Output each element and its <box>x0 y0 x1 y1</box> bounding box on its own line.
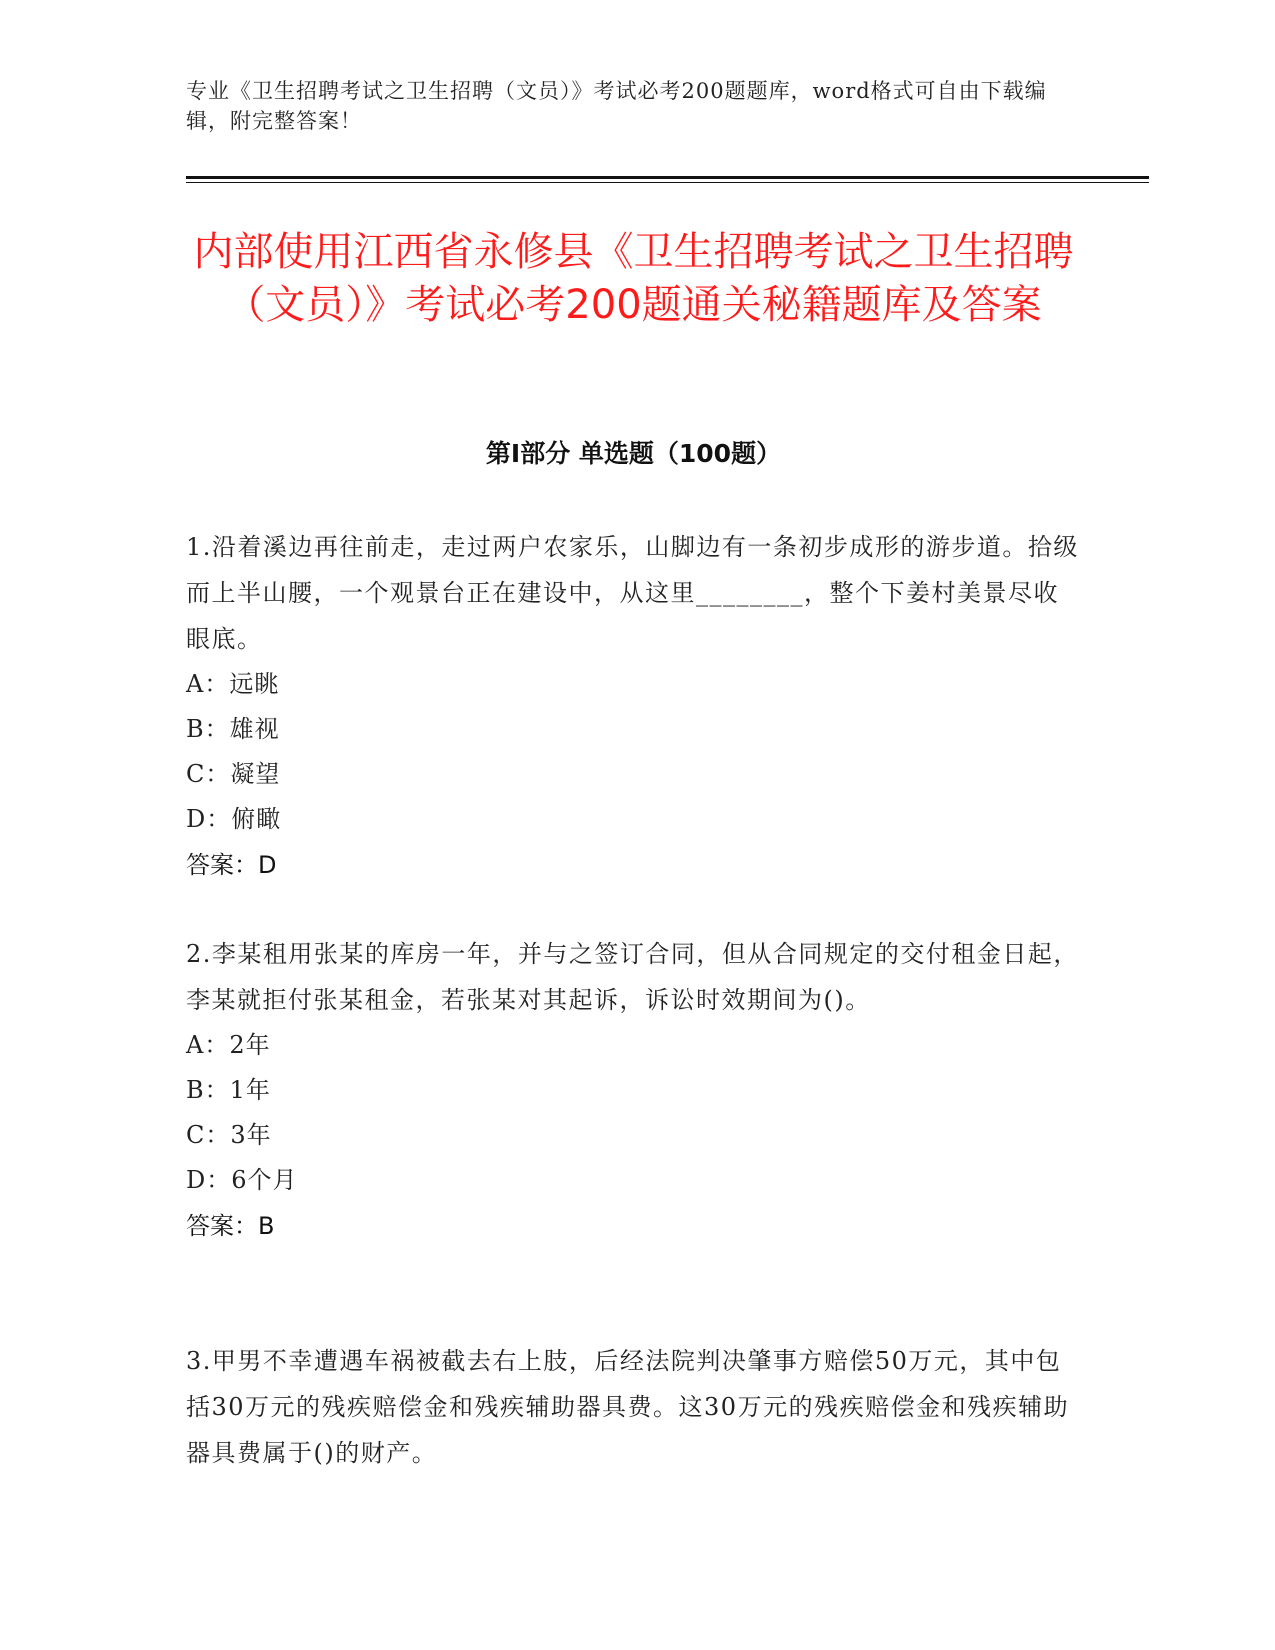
document-title: 内部使用江西省永修县《卫生招聘考试之卫生招聘（文员）》考试必考200题通关秘籍题库及答案 <box>193 229 1074 328</box>
answer: 答案：D <box>186 851 277 879</box>
header-divider-thin <box>186 182 1149 183</box>
option-a: A：2年 <box>186 1031 271 1059</box>
question-3 <box>186 1338 1081 1476</box>
question-1 <box>186 524 1081 888</box>
option-b: B：雄视 <box>186 715 280 743</box>
section-title: 第Ⅰ部分 单选题（100题） <box>485 439 782 468</box>
question-text: 2.李某租用张某的库房一年，并与之签订合同，但从合同规定的交付租金日起，李某就拒付张某租金，若张某对其起诉，诉讼时效期间为()。 <box>186 940 1079 1014</box>
header-note: 专业《卫生招聘考试之卫生招聘（文员）》考试必考200题题库，word格式可自由下载编辑，附完整答案！ <box>186 79 1047 133</box>
option-d: D：俯瞰 <box>186 805 282 833</box>
option-d: D：6个月 <box>186 1166 298 1194</box>
answer: 答案：B <box>186 1212 275 1240</box>
option-c: C：3年 <box>186 1121 272 1149</box>
header-divider-thick <box>186 176 1149 179</box>
option-c: C：凝望 <box>186 760 281 788</box>
option-b: B：1年 <box>186 1076 271 1104</box>
question-text: 1.沿着溪边再往前走，走过两户农家乐，山脚边有一条初步成形的游步道。拾级而上半山腰，一个观景台正在建设中，从这里________，整个下姜村美景尽收眼底。 <box>186 533 1079 653</box>
question-text: 3.甲男不幸遭遇车祸被截去右上肢，后经法院判决肇事方赔偿50万元，其中包括30万元的残疾赔偿金和残疾辅助器具费。这30万元的残疾赔偿金和残疾辅助器具费属于()的财产。 <box>186 1347 1070 1467</box>
question-2 <box>186 931 1081 1249</box>
option-a: A：远眺 <box>186 670 280 698</box>
